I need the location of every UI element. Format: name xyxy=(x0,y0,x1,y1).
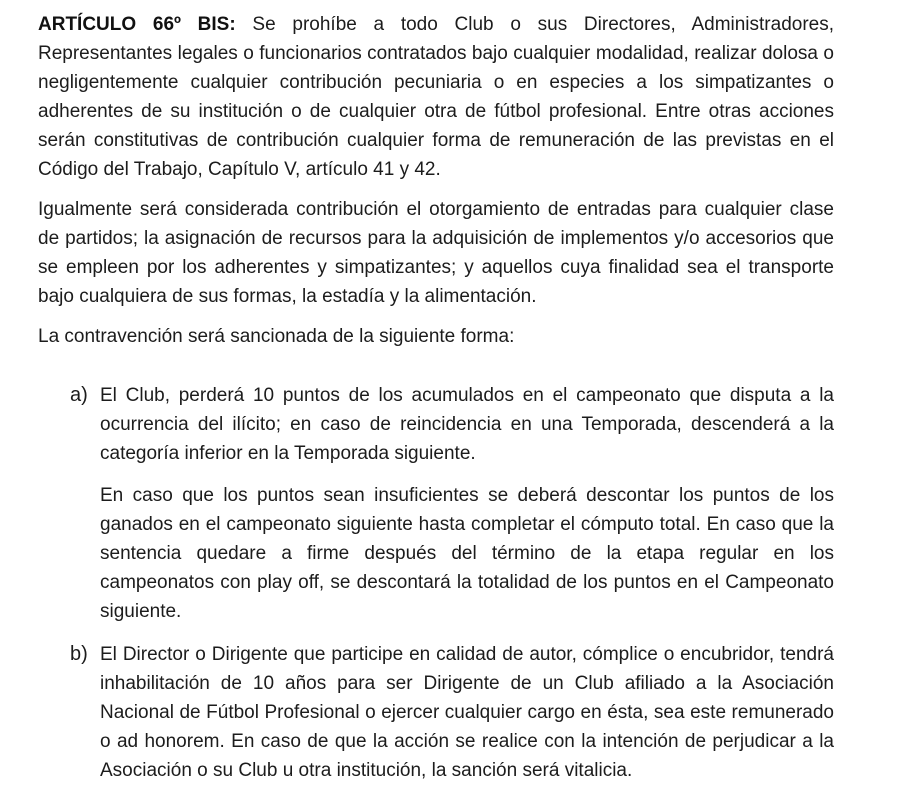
list-item-b-body xyxy=(100,640,834,785)
list-item-a-body xyxy=(100,381,834,626)
list-item-a-continuation: En caso que los puntos sean insuficientes se deberá descontar los puntos de los ganados en el campeonato siguiente hasta completar el cómputo total. En caso que la sentencia quedare a firme después del término de la etapa regular en los campeonatos con play off, se descontará la totalidad de los puntos en el Campeonato siguiente. xyxy=(100,485,834,622)
contribution-paragraph: Igualmente será considerada contribución el otorgamiento de entradas para cualquier clase de partidos; la asignación de recursos para la adquisición de implementos y/o accesorios que se empleen por los adherentes y simpatizantes; y aquellos cuya finalidad sea el transporte bajo cualquiera de sus formas, la estadía y la alimentación. xyxy=(38,199,834,307)
list-marker-b: b) xyxy=(70,643,88,665)
list-marker-a: a) xyxy=(70,384,88,406)
sanction-intro-paragraph: La contravención será sancionada de la siguiente forma: xyxy=(38,326,515,347)
list-item-b-text: El Director o Dirigente que participe en calidad de autor, cómplice o encubridor, tendrá inhabilitación de 10 años para ser Dirigente de un Club afiliado a la Asociación Nacional de Fútbol Profesional o ejercer cualquier cargo en ésta, sea este remunerado o ad honorem. En caso de que la acción se realice con la intención de perjudicar a la Asociación o su Club u otra institución, la sanción será vitalicia. xyxy=(100,644,834,781)
article-intro-text: Se prohíbe a todo Club o sus Directores, Administradores, Representantes legales o funcionarios contratados bajo cualquier modalidad, realizar dolosa o negligentemente cualquier contribución pecuniaria o en especies a los simpatizantes o adherentes de su institución o de cualquier otra de fútbol profesional. Entre otras acciones serán constitutivas de contribución cualquier forma de remuneración de las previstas en el Código del Trabajo, Capítulo V, artículo 41 y 42. xyxy=(38,14,835,180)
sanction-list xyxy=(38,381,834,785)
list-item-a xyxy=(38,381,834,626)
article-intro-paragraph xyxy=(38,10,834,184)
list-item-b xyxy=(38,640,834,785)
article-title: ARTÍCULO 66º BIS: xyxy=(38,14,236,35)
list-item-a-text: El Club, perderá 10 puntos de los acumulados en el campeonato que disputa a la ocurrencia del ilícito; en caso de reincidencia en una Temporada, descenderá a la categoría inferior en la Temporada siguiente. xyxy=(100,385,834,464)
